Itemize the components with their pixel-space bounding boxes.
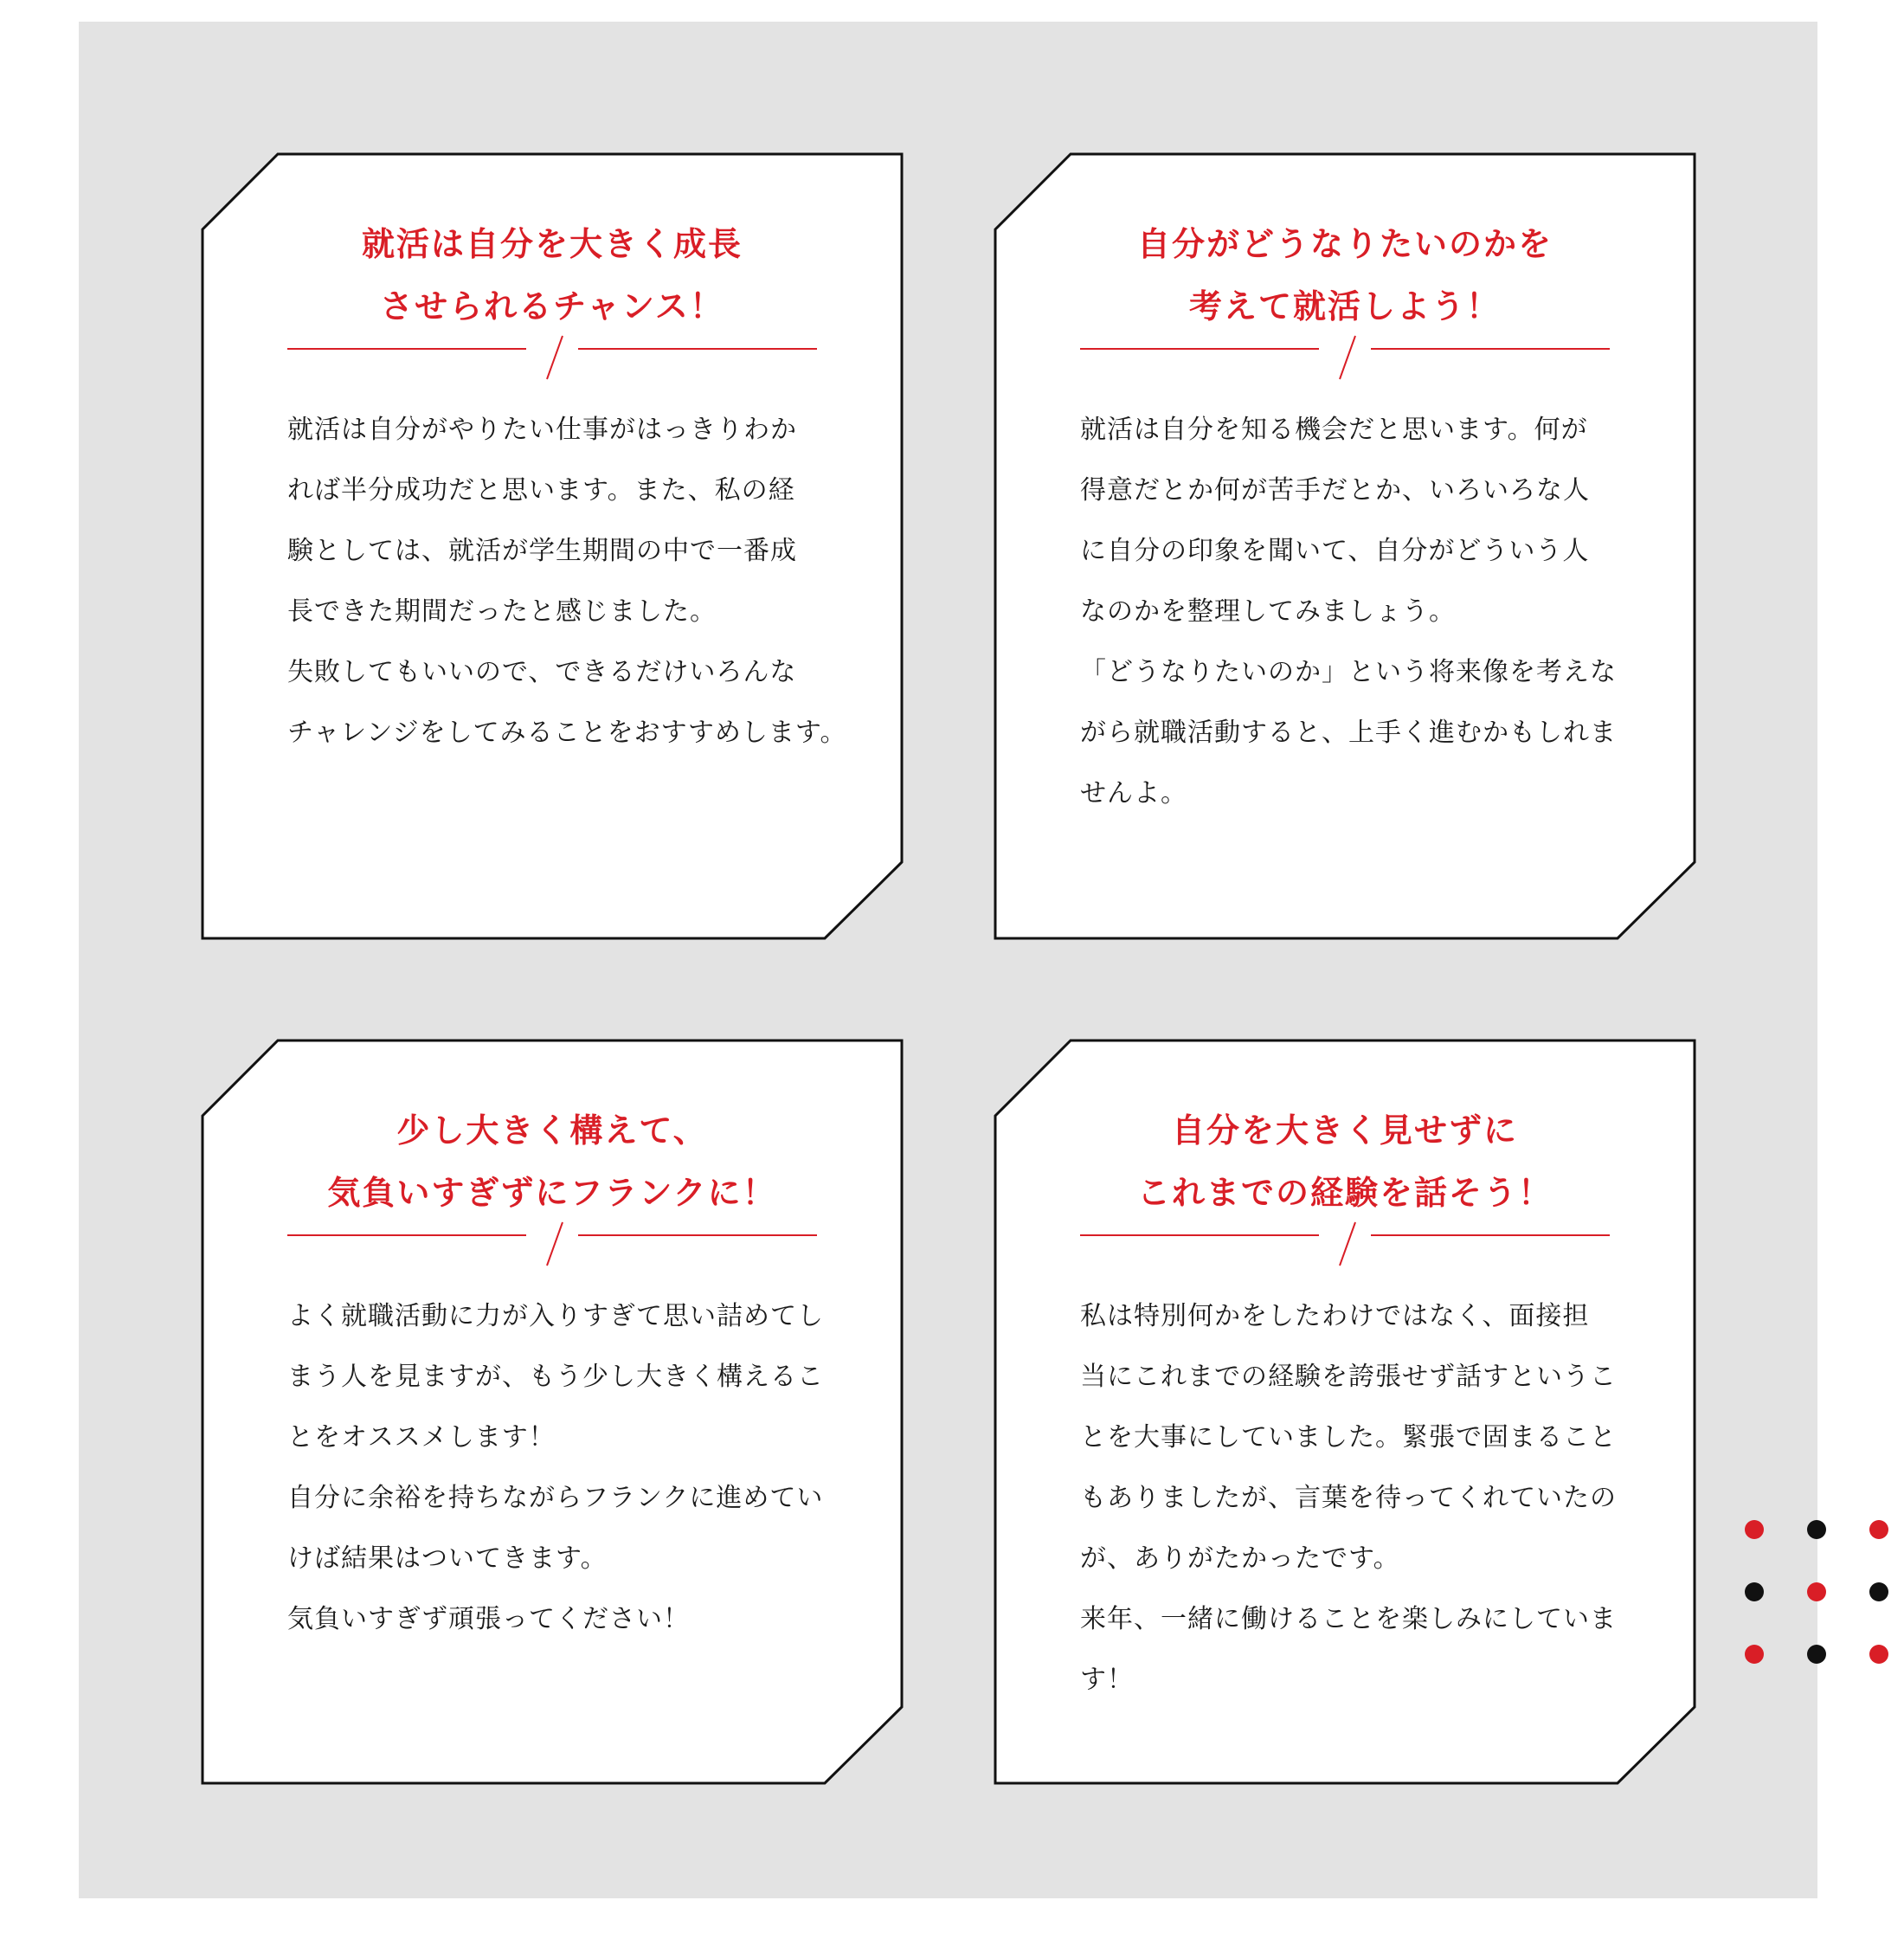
card-body-line: に自分の印象を聞いて、自分がどういう人	[1080, 536, 1590, 566]
card-body-line: けば結果はついてきます。	[287, 1543, 608, 1574]
card-body	[1080, 400, 1617, 824]
card-body-line: もありましたが、言葉を待ってくれていたの	[1080, 1483, 1617, 1513]
card-body-line: 得意だとか何が苦手だとか、いろいろな人	[1080, 475, 1590, 506]
card-body-line: す！	[1080, 1665, 1134, 1695]
card-body-line: がら就職活動すると、上手く進むかもしれま	[1080, 718, 1617, 748]
card-body-line: チャレンジをしてみることをおすすめします。	[287, 718, 847, 748]
title-divider	[1080, 334, 1610, 381]
card-body-line: 就活は自分がやりたい仕事がはっきりわか	[287, 415, 797, 445]
card-body-line: とを大事にしていました。緊張で固まること	[1080, 1422, 1617, 1453]
dot-icon	[1869, 1645, 1888, 1664]
card-body-line: 「どうなりたいのか」という将来像を考えな	[1080, 657, 1617, 687]
card-title-line: 自分を大きく見せずに	[1171, 1111, 1518, 1150]
card-title	[994, 213, 1696, 338]
card-title	[994, 1099, 1696, 1224]
card-body	[287, 1286, 824, 1650]
card-body-line: 長できた期間だったと感じました。	[287, 596, 717, 627]
advice-card	[201, 1039, 904, 1785]
card-title	[201, 213, 904, 338]
advice-card	[994, 152, 1696, 940]
card-title-line: 少し大きく構えて、	[396, 1111, 708, 1150]
card-title-line: 就活は自分を大きく成長	[361, 225, 743, 263]
title-divider	[287, 334, 817, 381]
advice-card	[201, 152, 904, 940]
card-body-line: せんよ。	[1080, 778, 1187, 808]
title-divider	[1080, 1221, 1610, 1267]
card-body	[1080, 1286, 1617, 1710]
card-body-line: 自分に余裕を持ちながらフランクに進めてい	[287, 1483, 824, 1513]
card-body-line: 私は特別何かをしたわけではなく、面接担	[1080, 1301, 1590, 1331]
card-title-line: させられるチャンス！	[380, 287, 724, 325]
card-body-line: 失敗してもいいので、できるだけいろんな	[287, 657, 797, 687]
card-title-line: これまでの経験を話そう！	[1136, 1174, 1553, 1212]
card-body-line: が、ありがたかったです。	[1080, 1543, 1400, 1574]
card-title	[201, 1099, 904, 1224]
dot-icon	[1869, 1582, 1888, 1601]
card-body-line: 当にこれまでの経験を誇張せず話すというこ	[1080, 1362, 1617, 1392]
card-body	[287, 400, 847, 763]
card-body-line: 就活は自分を知る機会だと思います。何が	[1080, 415, 1588, 445]
title-divider	[287, 1221, 817, 1267]
card-body-line: なのかを整理してみましょう。	[1080, 596, 1456, 627]
card-title-line: 自分がどうなりたいのかを	[1136, 225, 1553, 263]
card-title-line: 気負いすぎずにフランクに！	[327, 1174, 777, 1212]
dot-icon	[1807, 1582, 1826, 1601]
dot-icon	[1869, 1520, 1888, 1539]
card-body-line: よく就職活動に力が入りすぎて思い詰めてし	[287, 1301, 824, 1331]
dot-icon	[1807, 1520, 1826, 1539]
decorative-dot-grid	[1745, 1520, 1901, 1676]
dot-icon	[1745, 1645, 1764, 1664]
dot-icon	[1807, 1645, 1826, 1664]
card-body-line: 験としては、就活が学生期間の中で一番成	[287, 536, 797, 566]
dot-icon	[1745, 1582, 1764, 1601]
card-body-line: れば半分成功だと思います。また、私の経	[287, 475, 795, 506]
card-body-line: とをオススメします！	[287, 1422, 556, 1453]
dot-icon	[1745, 1520, 1764, 1539]
advice-card	[994, 1039, 1696, 1785]
card-body-line: 気負いすぎず頑張ってください！	[287, 1604, 690, 1634]
card-body-line: まう人を見ますが、もう少し大きく構えるこ	[287, 1362, 824, 1392]
card-body-line: 来年、一緒に働けることを楽しみにしていま	[1080, 1604, 1617, 1634]
card-title-line: 考えて就活しよう！	[1188, 287, 1501, 325]
